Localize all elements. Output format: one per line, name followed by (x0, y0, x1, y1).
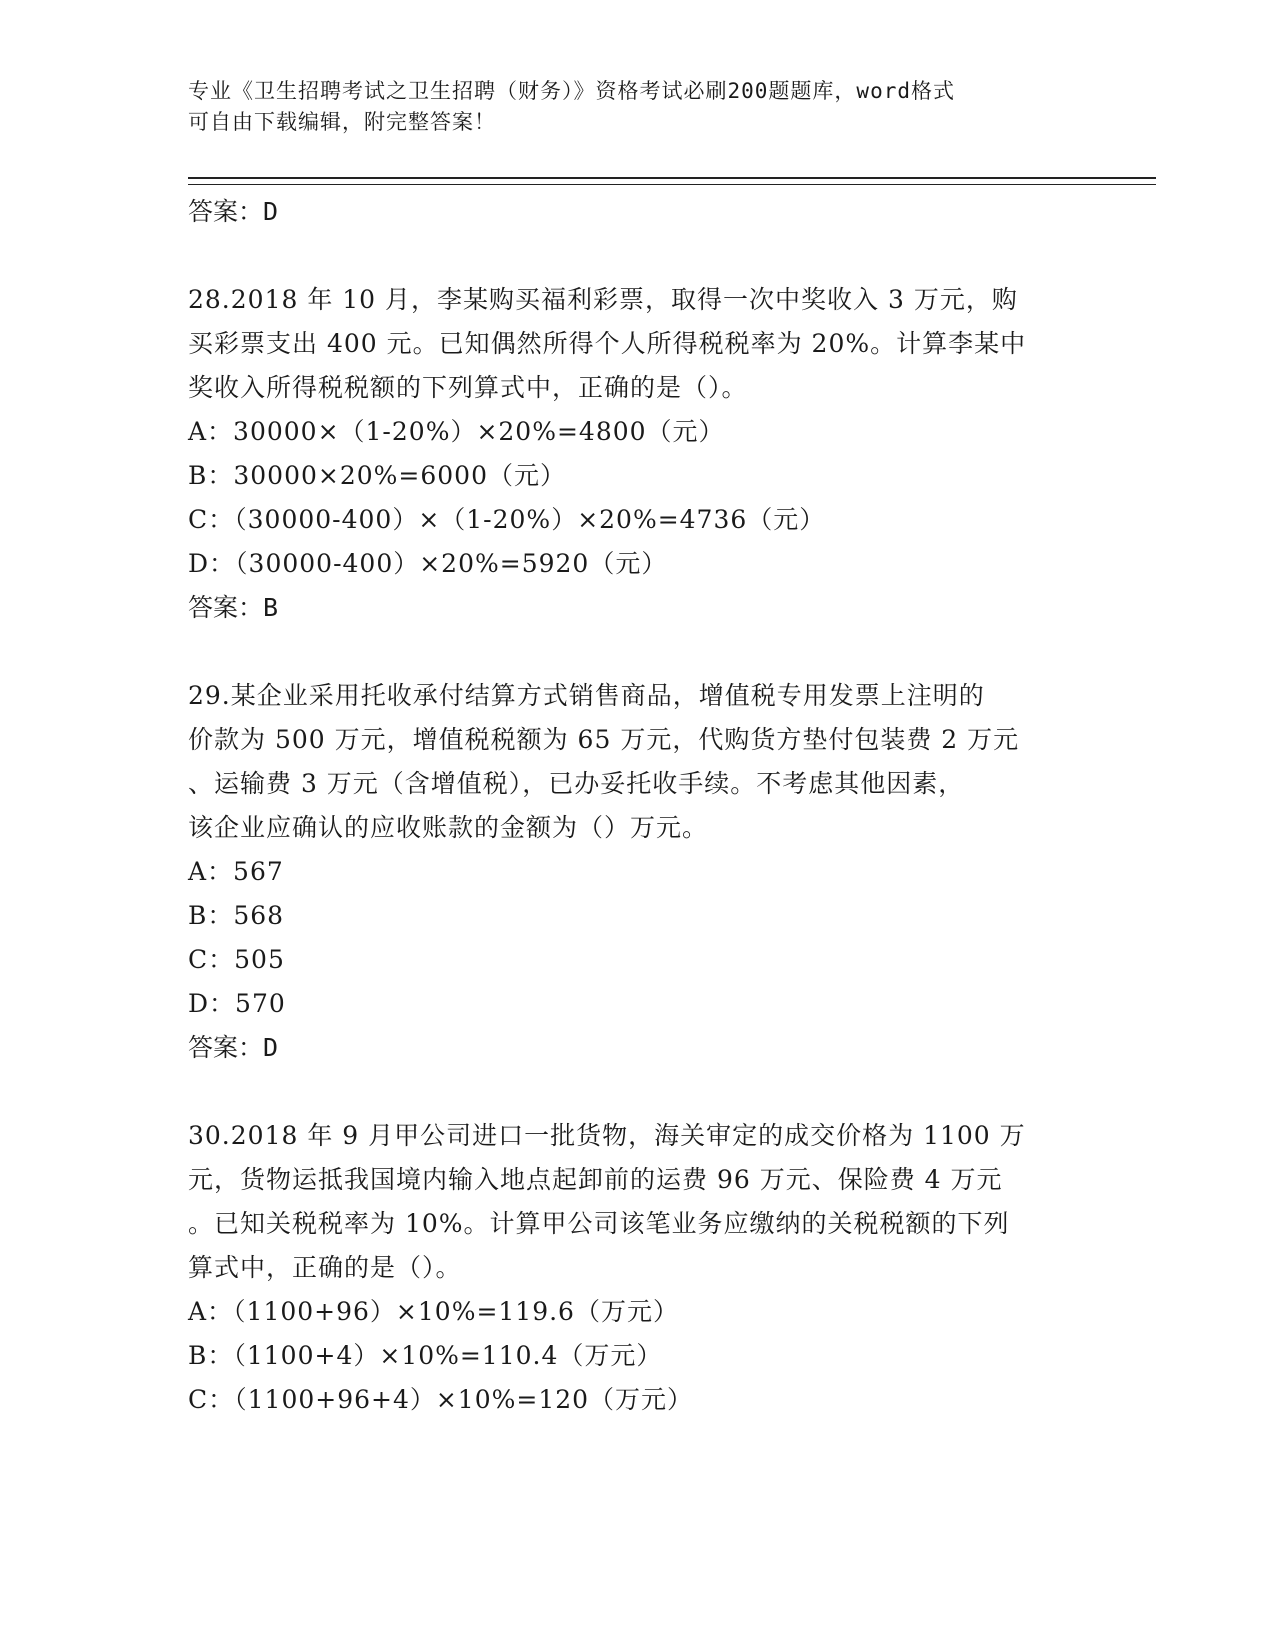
q29-answer: 答案：D (188, 1033, 279, 1062)
q28-text-line-3: 奖收入所得税税额的下列算式中，正确的是（）。 (188, 373, 748, 402)
answer-27: 答案：D (188, 197, 279, 226)
q30-option-a: A：（1100+96）×10%=119.6（万元） (188, 1297, 679, 1326)
q30-option-c: C：（1100+96+4）×10%=120（万元） (188, 1385, 694, 1414)
header-line-1: 专业《卫生招聘考试之卫生招聘（财务）》资格考试必刷200题题库，word格式 (188, 79, 955, 103)
q28-answer: 答案：B (188, 593, 279, 622)
q29-option-d: D：570 (188, 989, 286, 1018)
q30-text-line-3: 。已知关税税率为 10%。计算甲公司该笔业务应缴纳的关税税额的下列 (188, 1209, 1010, 1238)
q29-text-line-4: 该企业应确认的应收账款的金额为（）万元。 (188, 813, 709, 842)
q29-option-c: C：505 (188, 945, 285, 974)
q30-text-line-4: 算式中，正确的是（）。 (188, 1253, 462, 1282)
document-header (188, 76, 1088, 138)
q29-option-b: B：568 (188, 901, 285, 930)
q28-option-a: A：30000×（1-20%）×20%=4800（元） (188, 417, 725, 446)
q28-option-b: B：30000×20%=6000（元） (188, 461, 566, 490)
header-line-2: 可自由下载编辑，附完整答案！ (188, 110, 496, 134)
header-rule-thin (188, 184, 1156, 185)
q30-text-line-2: 元，货物运抵我国境内输入地点起卸前的运费 96 万元、保险费 4 万元 (188, 1165, 1003, 1194)
q28-text-line-2: 买彩票支出 400 元。已知偶然所得个人所得税税率为 20%。计算李某中 (188, 329, 1027, 358)
q29-text-line-2: 价款为 500 万元，增值税税额为 65 万元，代购货方垫付包装费 2 万元 (188, 725, 1020, 754)
q28-option-c: C：（30000-400）×（1-20%）×20%=4736（元） (188, 505, 826, 534)
q29-text-line-3: 、运输费 3 万元（含增值税），已办妥托收手续。不考虑其他因素， (188, 769, 965, 798)
q30-text-line-1: 30.2018 年 9 月甲公司进口一批货物，海关审定的成交价格为 1100 万 (188, 1121, 1026, 1150)
q28-text-line-1: 28.2018 年 10 月，李某购买福利彩票，取得一次中奖收入 3 万元，购 (188, 285, 1018, 314)
q29-option-a: A：567 (188, 857, 284, 886)
q28-option-d: D：（30000-400）×20%=5920（元） (188, 549, 668, 578)
q29-text-line-1: 29.某企业采用托收承付结算方式销售商品，增值税专用发票上注明的 (188, 681, 985, 710)
q30-option-b: B：（1100+4）×10%=110.4（万元） (188, 1341, 663, 1370)
header-rule-thick (188, 177, 1156, 179)
